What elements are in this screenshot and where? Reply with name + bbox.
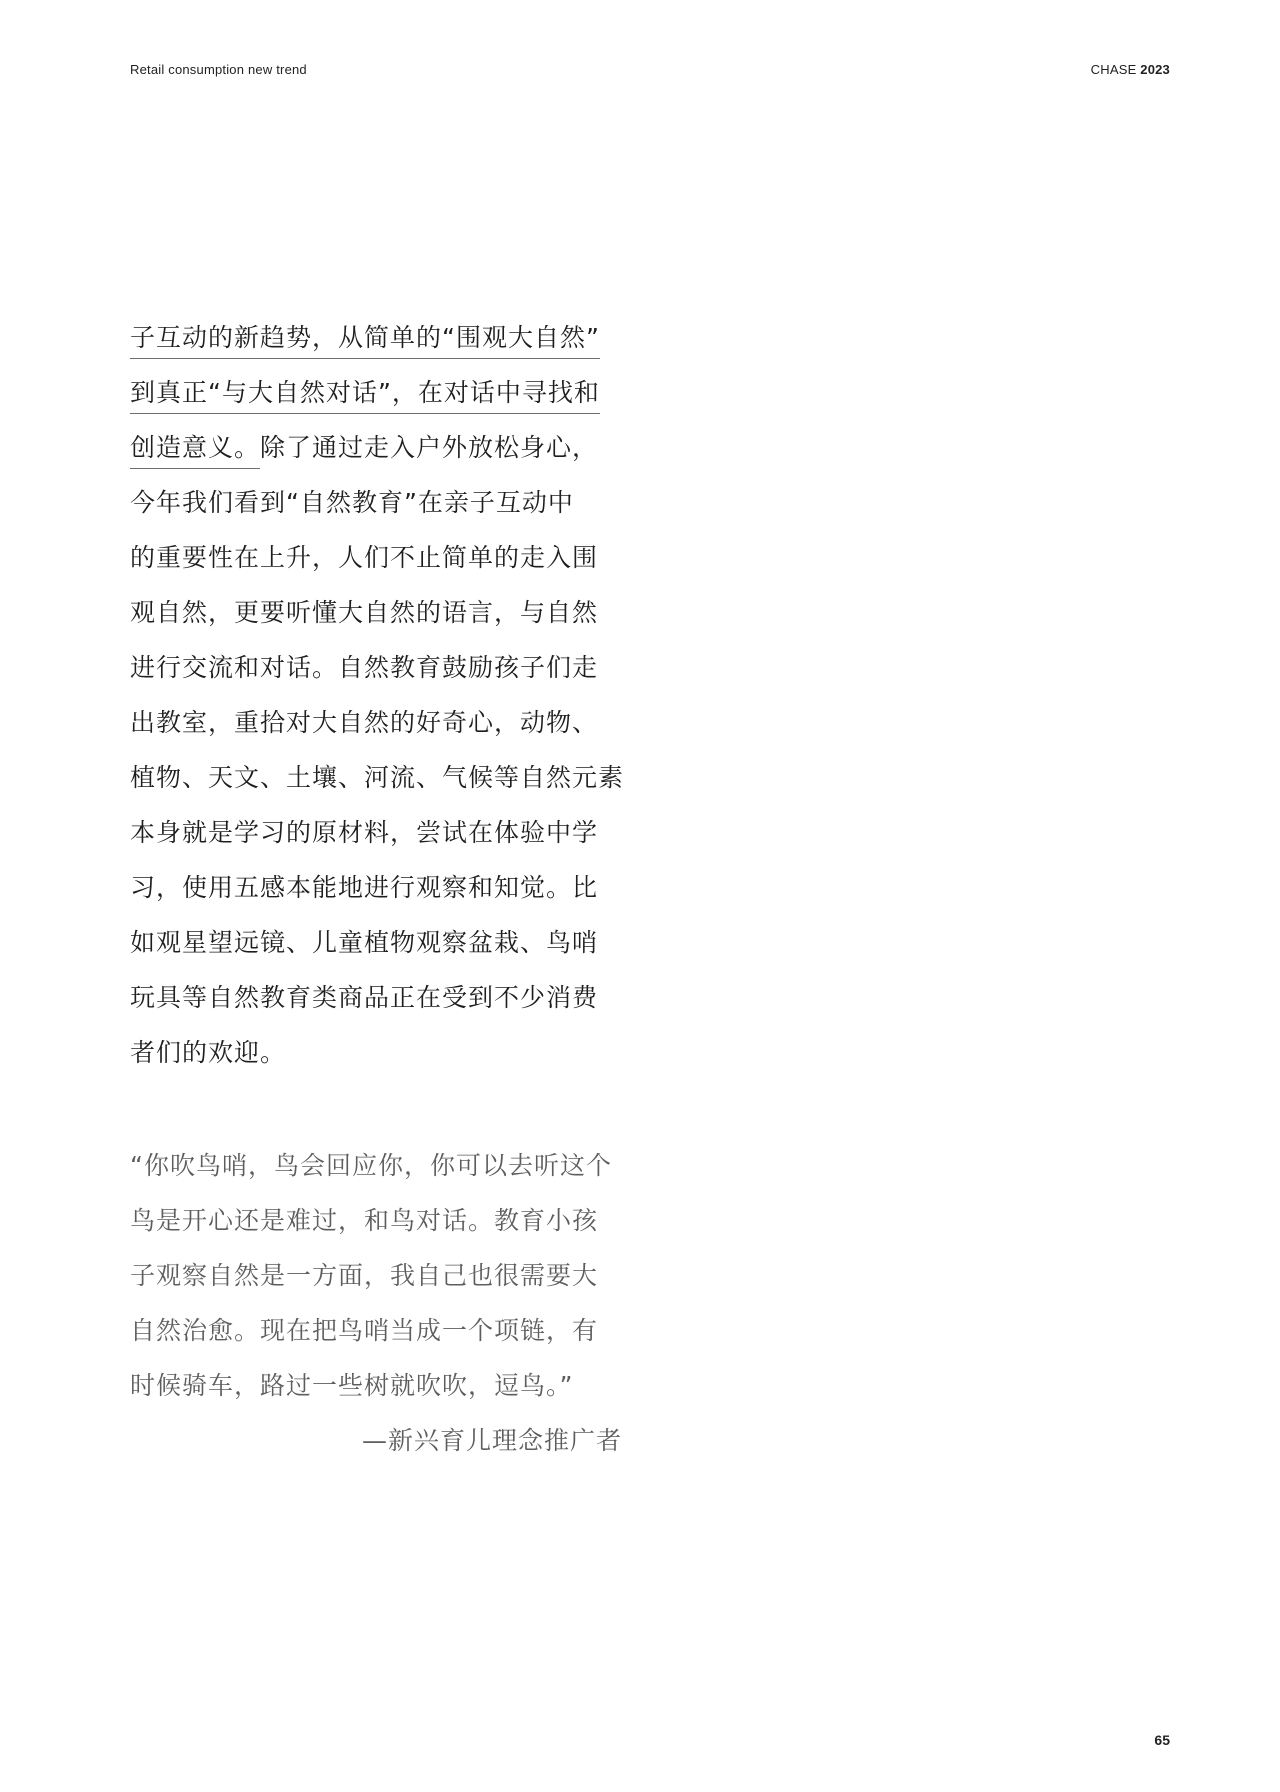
body-line: 者们的欢迎。 — [130, 1038, 287, 1067]
body-line — [130, 371, 622, 426]
pull-quote — [130, 1144, 622, 1474]
brand-name: CHASE — [1090, 62, 1137, 77]
running-header-brand — [1091, 62, 1170, 77]
body-line: 今年我们看到“自然教育”在亲子互动中 — [130, 488, 574, 517]
brand-year: 2023 — [1140, 62, 1170, 77]
body-line: 观自然，更要听懂大自然的语言，与自然 — [130, 598, 599, 627]
quote-line: “你吹鸟哨，鸟会回应你，你可以去听这个 — [130, 1151, 612, 1180]
highlighted-text: 创造意义。 — [130, 428, 260, 469]
page-number: 65 — [1154, 1732, 1170, 1748]
body-line: 如观星望远镜、儿童植物观察盆栽、鸟哨 — [130, 928, 599, 957]
body-line: 进行交流和对话。自然教育鼓励孩子们走 — [130, 653, 599, 682]
body-line: 植物、天文、土壤、河流、气候等自然元素 — [130, 763, 625, 792]
body-line — [130, 426, 622, 481]
body-line: 出教室，重拾对大自然的好奇心，动物、 — [130, 708, 599, 737]
quote-attribution: —新兴育儿理念推广者 — [361, 1426, 622, 1455]
body-line: 的重要性在上升，人们不止简单的走入围 — [130, 543, 599, 572]
body-line — [130, 316, 622, 371]
running-header-title: Retail consumption new trend — [130, 62, 307, 77]
body-text: 除了通过走入户外放松身心， — [260, 433, 599, 462]
quote-line: 鸟是开心还是难过，和鸟对话。教育小孩 — [130, 1206, 599, 1235]
body-line: 本身就是学习的原材料，尝试在体验中学 — [130, 818, 599, 847]
highlighted-text: 子互动的新趋势，从简单的“围观大自然” — [130, 318, 600, 359]
quote-line: 自然治愈。现在把鸟哨当成一个项链，有 — [130, 1316, 599, 1345]
highlighted-text: 到真正“与大自然对话”，在对话中寻找和 — [130, 373, 600, 414]
body-line: 习，使用五感本能地进行观察和知觉。比 — [130, 873, 599, 902]
quote-line: 时候骑车，路过一些树就吹吹，逗鸟。” — [130, 1371, 574, 1400]
body-line: 玩具等自然教育类商品正在受到不少消费 — [130, 983, 599, 1012]
body-paragraph — [130, 316, 625, 1086]
quote-line: 子观察自然是一方面，我自己也很需要大 — [130, 1261, 599, 1290]
